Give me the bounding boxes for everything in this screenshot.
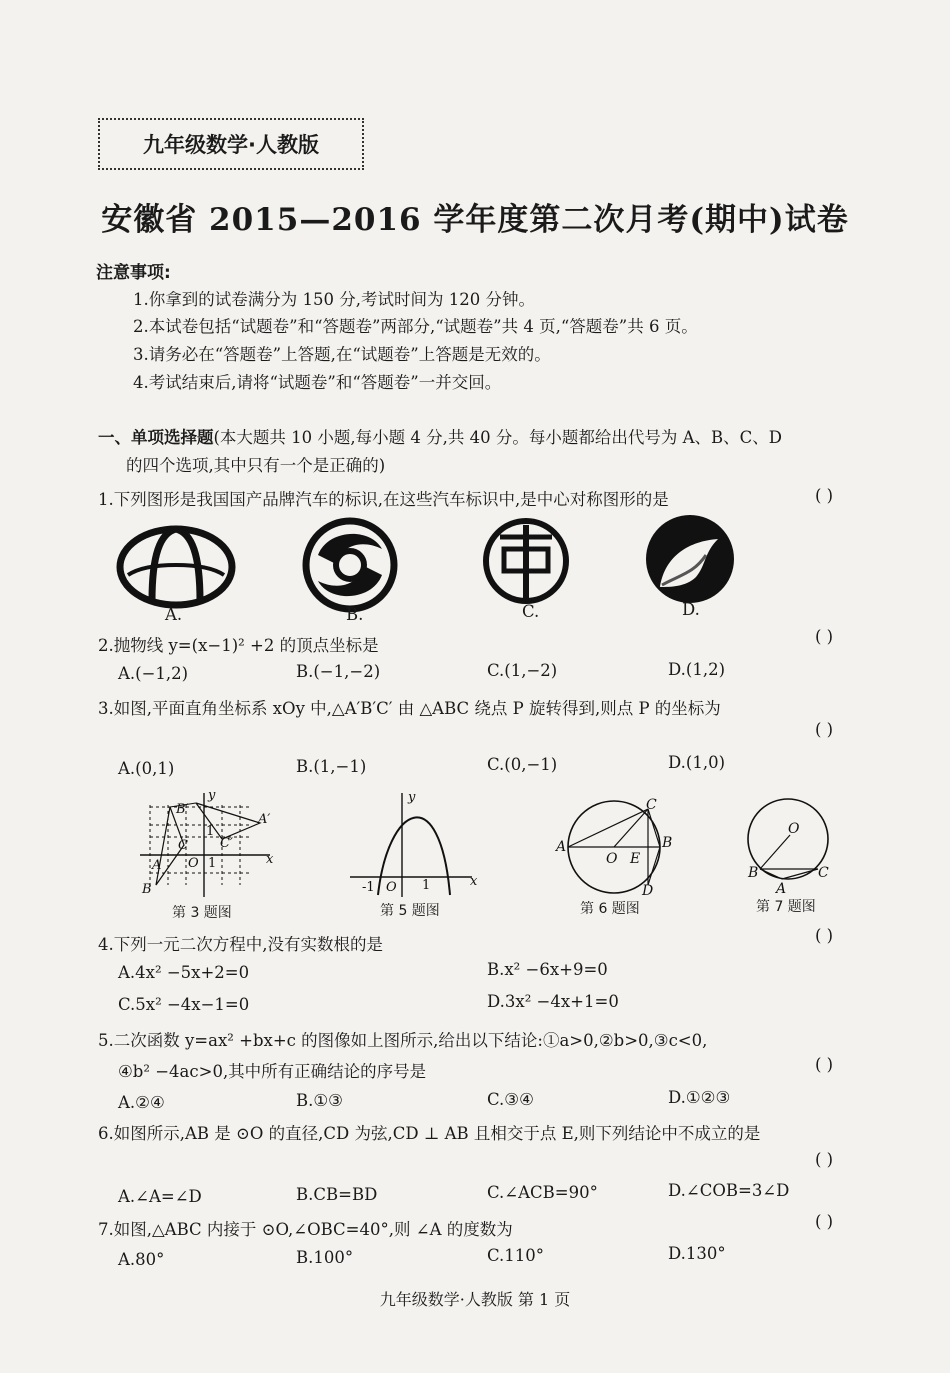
fig3-label: C (178, 838, 188, 853)
notice-heading: 注意事项: (96, 263, 171, 283)
notice-item: 3.请务必在“答题卷”上答题,在“试题卷”上答题是无效的。 (133, 345, 551, 364)
page-title: 安徽省 2015—2016 学年度第二次月考(期中)试卷 (101, 202, 849, 238)
q6-stem: 6.如图所示,AB 是 ⊙O 的直径,CD 为弦,CD ⊥ AB 且相交于点 E,则下列结论中不成立的是 (98, 1124, 761, 1143)
fig5-diagram (350, 790, 478, 897)
fig6-diagram (554, 797, 672, 899)
q1-stem: 1.下列图形是我国国产品牌汽车的标识,在这些汽车标识中,是中心对称图形的是 (98, 490, 669, 509)
answer-paren: ( ) (815, 720, 834, 739)
logo-c-label: C. (522, 602, 540, 621)
q2-option: B.(−1,−2) (296, 662, 381, 681)
fig3-label: A (152, 858, 162, 873)
answer-paren: ( ) (815, 926, 834, 945)
fig3-label: x (266, 852, 274, 867)
q7-option: A.80° (118, 1250, 165, 1269)
q7-option: D.130° (668, 1244, 726, 1263)
answer-paren: ( ) (815, 486, 834, 505)
notice-item: 1.你拿到的试卷满分为 150 分,考试时间为 120 分钟。 (133, 290, 535, 309)
q5-option: D.①②③ (668, 1088, 731, 1107)
section-desc: (本大题共 10 小题,每小题 4 分,共 40 分。每小题都给出代号为 A、B、C、D (213, 428, 783, 447)
q7-option: B.100° (296, 1248, 354, 1267)
q4-option: C.5x² −4x−1=0 (118, 995, 250, 1014)
subject-badge: 九年级数学·人教版 (98, 118, 364, 170)
fig3-diagram (140, 788, 274, 897)
logo-d-label: D. (682, 600, 700, 619)
fig7-diagram (747, 799, 829, 897)
fig5-label: -1 (362, 880, 375, 895)
fig3-label: O (188, 856, 199, 871)
fig7-label: B (748, 865, 759, 881)
answer-paren: ( ) (815, 1150, 834, 1169)
page-footer: 九年级数学·人教版 第 1 页 (379, 1290, 571, 1309)
answer-paren: ( ) (815, 1212, 834, 1231)
q2-option: C.(1,−2) (487, 661, 558, 680)
fig5-label: y (408, 790, 416, 805)
q5-stem: 5.二次函数 y=ax² +bx+c 的图像如上图所示,给出以下结论:①a>0,②b>0,③c<0, (98, 1031, 708, 1050)
q1-logos (100, 515, 780, 625)
logo-b-label: B. (346, 605, 364, 624)
logo-a-label: A. (165, 605, 183, 624)
fig3-label: A′ (258, 812, 271, 827)
fig6-label: A (556, 839, 567, 855)
figures-row (130, 785, 850, 905)
fig6-label: D (642, 883, 654, 899)
q6-option: C.∠ACB=90° (487, 1183, 598, 1202)
fig5-label: 1 (422, 878, 431, 893)
q7-stem: 7.如图,△ABC 内接于 ⊙O,∠OBC=40°,则 ∠A 的度数为 (98, 1220, 513, 1239)
q2-option: A.(−1,2) (118, 664, 189, 683)
notice-item: 4.考试结束后,请将“试题卷”和“答题卷”一并交回。 (133, 373, 502, 392)
q2-stem: 2.抛物线 y=(x−1)² +2 的顶点坐标是 (98, 636, 379, 655)
fig6-label: C (646, 797, 657, 813)
q3-option: D.(1,0) (668, 753, 726, 772)
fig3-label: y (208, 788, 216, 803)
q5-stem-2: ④b² −4ac>0,其中所有正确结论的序号是 (118, 1062, 427, 1081)
q5-option: B.①③ (296, 1091, 343, 1110)
logo-d (646, 515, 734, 603)
fig3-label: C′ (220, 836, 233, 851)
q4-option: A.4x² −5x+2=0 (118, 963, 250, 982)
q3-option: B.(1,−1) (296, 757, 367, 776)
q7-option: C.110° (487, 1246, 545, 1265)
q5-option: A.②④ (118, 1093, 165, 1112)
fig6-label: B (662, 835, 673, 851)
section-heading (98, 424, 782, 448)
q2-option: D.(1,2) (668, 660, 726, 679)
q3-option: A.(0,1) (118, 759, 175, 778)
q3-option: C.(0,−1) (487, 755, 558, 774)
logo-a (120, 529, 232, 605)
fig7-label: O (788, 821, 800, 837)
q4-option: B.x² −6x+9=0 (487, 960, 608, 979)
q6-option: D.∠COB=3∠D (668, 1181, 790, 1200)
fig7-label: C (818, 865, 829, 881)
fig5-caption: 第 5 题图 (380, 903, 440, 919)
fig5-label: x (470, 874, 478, 889)
fig5-label: O (386, 880, 397, 895)
answer-paren: ( ) (815, 1055, 834, 1074)
q6-option: A.∠A=∠D (118, 1187, 202, 1206)
q6-option: B.CB=BD (296, 1185, 378, 1204)
fig3-caption: 第 3 题图 (172, 905, 232, 921)
fig6-label: O (606, 851, 618, 867)
answer-paren: ( ) (815, 627, 834, 646)
fig3-label: B′ (176, 802, 189, 817)
fig3-label: 1 (206, 824, 215, 839)
logo-c (486, 521, 566, 601)
fig6-caption: 第 6 题图 (580, 901, 640, 917)
notice-item: 2.本试卷包括“试题卷”和“答题卷”两部分,“试题卷”共 4 页,“答题卷”共 6 页。 (133, 317, 698, 336)
logo-b (306, 521, 394, 609)
q3-stem: 3.如图,平面直角坐标系 xOy 中,△A′B′C′ 由 △ABC 绕点 P 旋转得到,则点 P 的坐标为 (98, 699, 721, 718)
section-title: 一、单项选择题 (98, 428, 214, 447)
section-desc-2: 的四个选项,其中只有一个是正确的) (126, 456, 386, 475)
fig3-label: 1 (208, 856, 217, 871)
q5-option: C.③④ (487, 1090, 534, 1109)
fig7-caption: 第 7 题图 (756, 899, 816, 915)
q4-option: D.3x² −4x+1=0 (487, 992, 619, 1011)
q4-stem: 4.下列一元二次方程中,没有实数根的是 (98, 935, 383, 954)
fig7-label: A (776, 881, 787, 897)
fig6-label: E (630, 851, 641, 867)
fig3-label: B (142, 882, 152, 897)
